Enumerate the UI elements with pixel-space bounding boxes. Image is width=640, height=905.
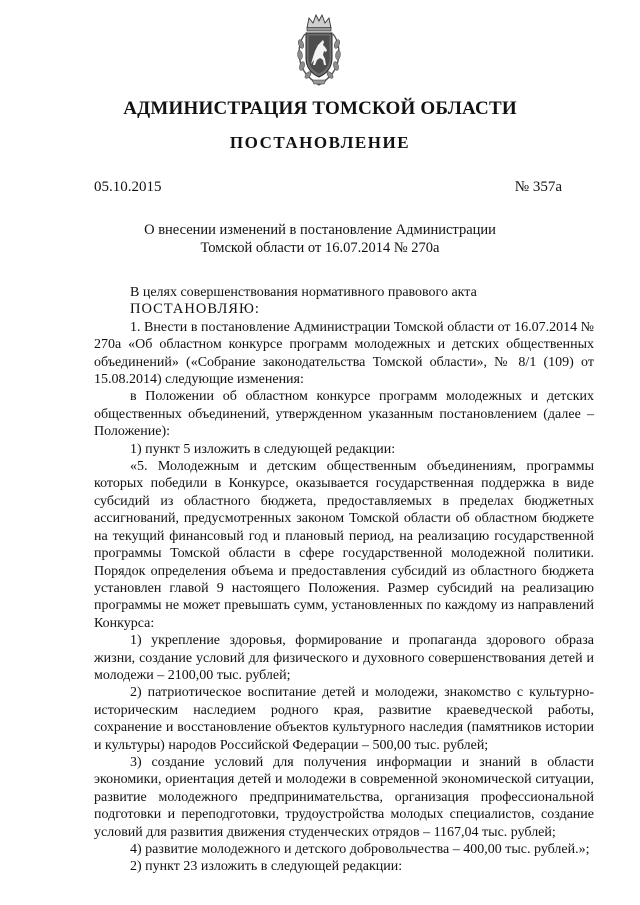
body-paragraph: 2) пункт 23 изложить в следующей редакции: [130,859,403,875]
tomsk-coat-of-arms-icon [296,12,342,88]
decree-keyword: ПОСТАНОВЛЯЮ: [130,301,260,318]
body-paragraph: в Положении об областном конкурсе программ молодежных и детских общественных объединений, утвержденном указанным постановлением (далее – Положение): [94,389,594,440]
body-paragraph: 1. Внести в постановление Администрации Томской области от 16.07.2014 № 270а «Об областном конкурсе программ молодежных и детских общественных объединений» («Собрание законодательства Томской области», № 8/1 (109) от 15.08.2014) следующие изменения: [94,319,594,388]
body-paragraph: «5. Молодежным и детским общественным объединениям, программы которых победили в Конкурсе, оказывается государственная поддержка в виде субсидий из областного бюджета, предоставляемых в пределах бюджетных ассигнований, предусмотренных законом Томской области об областном бюджете на текущий финансовый год и плановый период, на реализацию государственной программы Томской области в сфере государственной молодежной политики. Порядок определения объема и предоставления субсидий из областного бюджета установлен главой 9 настоящего Положения. Размер субсидий на реализацию программы не может превышать сумм, установленных по каждому из направлений Конкурса: [94,459,594,631]
body-paragraph: 2) патриотическое воспитание детей и молодежи, знакомство с культурно-историческим наследием родного края, развитие краеведческой работы, сохранение и восстановление объектов культурного наследия (памятников истории и культуры) народов Российской Федерации – 500,00 тыс. рублей; [94,685,594,753]
body-paragraph: В целях совершенствования нормативного правового акта [130,285,477,300]
body-paragraph: 1) пункт 5 изложить в следующей редакции: [130,441,396,457]
document-subject [120,221,520,257]
document-body [94,284,594,876]
body-paragraph: 1) укрепление здоровья, формирование и пропаганда здорового образа жизни, создание условий для физического и духовного совершенствования детей и молодежи – 2100,00 тыс. рублей; [94,633,594,683]
subject-line: Томской области от 16.07.2014 № 270а [200,240,440,256]
document-date: 05.10.2015 [94,179,162,195]
body-paragraph: 3) создание условий для получения информации и знаний в области экономики, ориентация детей и молодежи в современной экономической ситуации, развитие молодежного предпринимательства, организация профессиональной подготовки и переподготовки, трудоустройства молодых специалистов, создание условий для развития движения студенческих отрядов – 1167,04 тыс. рублей; [94,754,594,840]
body-paragraph: 4) развитие молодежного и детского добровольчества – 400,00 тыс. рублей.»; [130,842,590,857]
document-type-heading: ПОСТАНОВЛЕНИЕ [229,133,411,152]
document-number: № 357а [514,179,562,195]
organization-title: АДМИНИСТРАЦИЯ ТОМСКОЙ ОБЛАСТИ [123,98,517,119]
subject-line: О внесении изменений в постановление Администрации [144,222,496,238]
